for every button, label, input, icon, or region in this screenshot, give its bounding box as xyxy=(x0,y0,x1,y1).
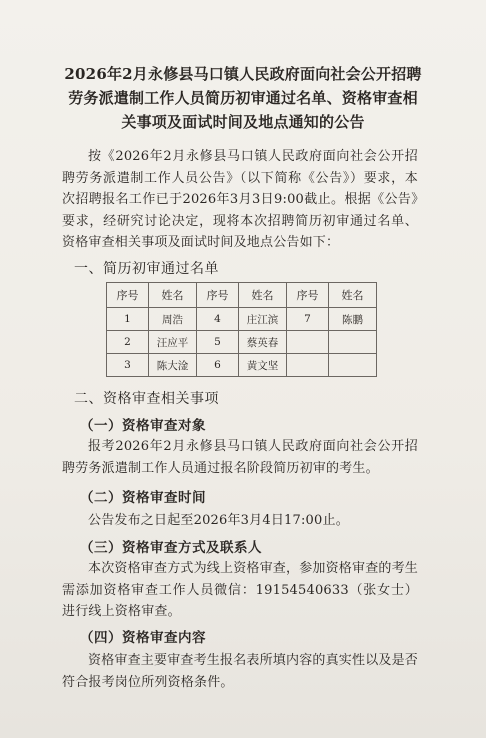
table-cell: 2 xyxy=(107,331,149,354)
table-header-cell: 姓名 xyxy=(149,283,197,308)
intro-paragraph: 按《2026年2月永修县马口镇人民政府面向社会公开招聘劳务派遣制工作人员公告》（以下简称《公告》）要求，本次招聘报名工作已于2026年3月3日9:00截止。根据《公告》要求，经研究讨论决定，现将本次招聘简历初审通过名单、资格审查相关事项及面试时间及地点公告如下： xyxy=(62,149,418,250)
table-cell: 周浩 xyxy=(149,308,197,331)
table-header-cell: 序号 xyxy=(287,283,329,308)
subsection-text: 公告发布之日起至2026年3月4日17:00止。 xyxy=(88,513,349,528)
table-cell xyxy=(287,354,329,377)
subsection-heading: （四）资格审查内容 xyxy=(80,630,206,646)
table-cell: 1 xyxy=(107,308,149,331)
title-line: 2026年2月永修县马口镇人民政府面向社会公开招聘 xyxy=(64,65,422,83)
subsection-text: 本次资格审查方式为线上资格审查，参加资格审查的考生需添加资格审查工作人员微信：19154540633（张女士）进行线上资格审查。 xyxy=(62,561,419,619)
table-cell xyxy=(287,331,329,354)
table-header-cell: 姓名 xyxy=(239,283,287,308)
title-line: 劳务派遣制工作人员简历初审通过名单、资格审查相 xyxy=(68,89,418,107)
table-header-cell: 序号 xyxy=(107,283,149,308)
table-cell xyxy=(329,354,377,377)
section2-heading: 二、资格审查相关事项 xyxy=(74,391,219,407)
table-header-row xyxy=(107,283,377,308)
title-line: 关事项及面试时间及地点通知的公告 xyxy=(121,113,365,131)
table-cell: 7 xyxy=(287,308,329,331)
table-cell xyxy=(329,331,377,354)
section1-heading: 一、简历初审通过名单 xyxy=(74,261,219,277)
table-header-cell: 姓名 xyxy=(329,283,377,308)
table-header-cell: 序号 xyxy=(197,283,239,308)
subsection-heading: （二）资格审查时间 xyxy=(80,490,206,506)
table-cell: 3 xyxy=(107,354,149,377)
subsection-heading: （一）资格审查对象 xyxy=(80,418,206,434)
passed-candidates-table xyxy=(106,282,377,377)
subsection-text: 报考2026年2月永修县马口镇人民政府面向社会公开招聘劳务派遣制工作人员通过报名阶段简历初审的考生。 xyxy=(62,439,418,476)
table-row xyxy=(107,308,377,331)
table-cell: 黄文坚 xyxy=(239,354,287,377)
table-cell: 4 xyxy=(197,308,239,331)
table-cell: 陈鹏 xyxy=(329,308,377,331)
table-cell: 5 xyxy=(197,331,239,354)
table-cell: 汪应平 xyxy=(149,331,197,354)
subsection-heading: （三）资格审查方式及联系人 xyxy=(80,540,262,556)
table-row xyxy=(107,354,377,377)
table-row xyxy=(107,331,377,354)
table-cell: 6 xyxy=(197,354,239,377)
table-cell: 庄江滨 xyxy=(239,308,287,331)
subsection-text: 资格审查主要审查考生报名表所填内容的真实性以及是否符合报考岗位所列资格条件。 xyxy=(62,653,419,690)
notice-title xyxy=(56,62,430,134)
table-cell: 陈大淦 xyxy=(149,354,197,377)
table-cell: 蔡英春 xyxy=(239,331,287,354)
